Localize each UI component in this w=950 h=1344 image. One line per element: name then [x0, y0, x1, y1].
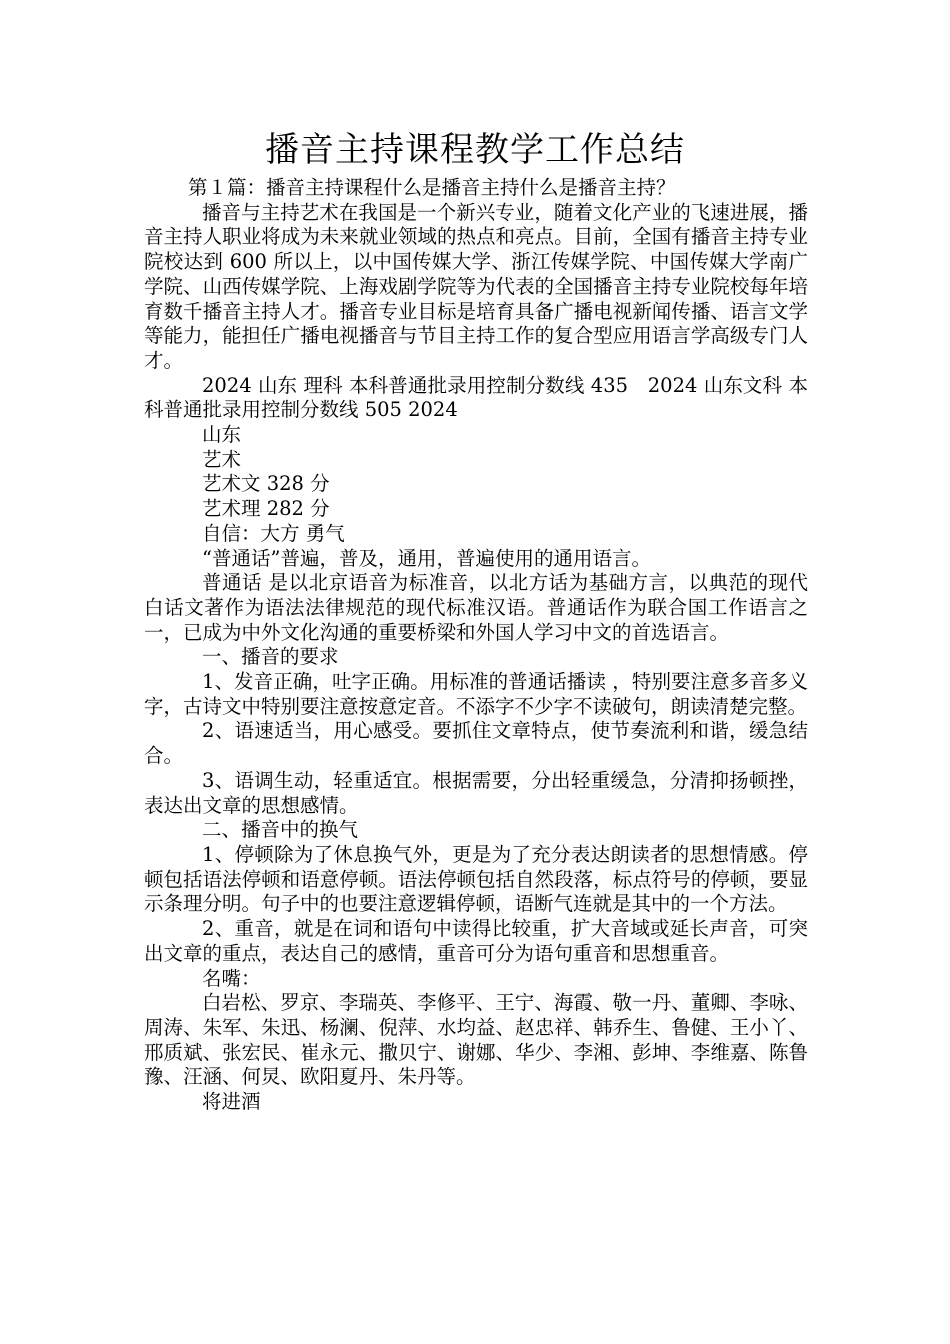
intro-paragraph: 播音与主持艺术在我国是一个新兴专业，随着文化产业的飞速进展，播音主持人职业将成为未来就业领域的热点和亮点。目前，全国有播音主持专业院校达到 600 所以上，以中国传媒大学、浙江传媒学院、中国传媒大学南广学院、山西传媒学院、上海戏剧学院等为代表的全国播音主持专业院校每年培育数千播音主持人才。播音专业目标是培育具备广播电视新闻传播、语言文学等能力，能担任广播电视播音与节目主持工作的复合型应用语言学高级专门人才。 [144, 200, 808, 372]
document-title: 播音主持课程教学工作总结 [265, 130, 685, 170]
famous-hosts-list: 白岩松、罗京、李瑞英、李修平、王宁、海霞、敬一丹、董卿、李咏、周涛、朱军、朱迅、杨澜、倪萍、水均益、赵忠祥、韩乔生、鲁健、王小丫、邢质斌、张宏民、崔永元、撒贝宁、谢娜、华少、李湘、彭坤、李维嘉、陈鲁豫、汪涵、何炅、欧阳夏丹、朱丹等。 [144, 991, 808, 1089]
requirement-item: 2、语速适当，用心感受。要抓住文章特点，使节奏流利和谐，缓急结合。 [144, 719, 808, 768]
breathing-item: 2、重音，就是在词和语句中读得比较重，扩大音域或延长声音，可突出文章的重点，表达自己的感情，重音可分为语句重音和思想重音。 [144, 917, 808, 965]
breathing-item: 1、停顿除为了休息换气外，更是为了充分表达朗读者的思想情感。停顿包括语法停顿和语意停顿。语法停顿包括自然段落，标点符号的停顿，要显示条理分明。句子中的也要注意逻辑停顿，语断气连就是其中的一个方法。 [144, 842, 808, 916]
score-line-paragraph: 2024 山东 理科 本科普通批录用控制分数线 435 2024 山东文科 本科普通批录用控制分数线 505 2024 [144, 373, 808, 422]
document-body [144, 176, 808, 1115]
putonghua-meaning: “普通话”普遍，普及，通用，普遍使用的通用语言。 [202, 546, 651, 570]
poem-title: 将进酒 [202, 1090, 261, 1114]
art-science-score: 艺术理 282 分 [202, 497, 330, 521]
section-heading-breathing: 二、播音中的换气 [202, 818, 359, 842]
art-line: 艺术 [202, 447, 242, 471]
confidence-line: 自信：大方 勇气 [202, 521, 345, 545]
famous-hosts-heading: 名嘴： [202, 966, 261, 990]
province-line: 山东 [202, 423, 242, 447]
article-heading: 第１篇：播音主持课程什么是播音主持什么是播音主持？ [188, 176, 676, 199]
section-heading-requirements: 一、播音的要求 [202, 645, 339, 669]
art-liberal-score: 艺术文 328 分 [202, 472, 330, 496]
requirement-item: 3、语调生动，轻重适宜。根据需要，分出轻重缓急，分清抑扬顿挫，表达出文章的思想感情。 [144, 768, 808, 817]
requirement-item: 1、发音正确，吐字正确。用标准的普通话播读 ，特别要注意多音多义字，古诗文中特别要注意按意定音。不添字不少字不读破句，朗读清楚完整。 [144, 670, 808, 718]
putonghua-definition: 普通话 是以北京语音为标准音，以北方话为基础方言，以典范的现代白话文著作为语法法律规范的现代标准汉语。普通话作为联合国工作语言之一，已成为中外文化沟通的重要桥梁和外国人学习中文的首选语言。 [144, 571, 808, 644]
